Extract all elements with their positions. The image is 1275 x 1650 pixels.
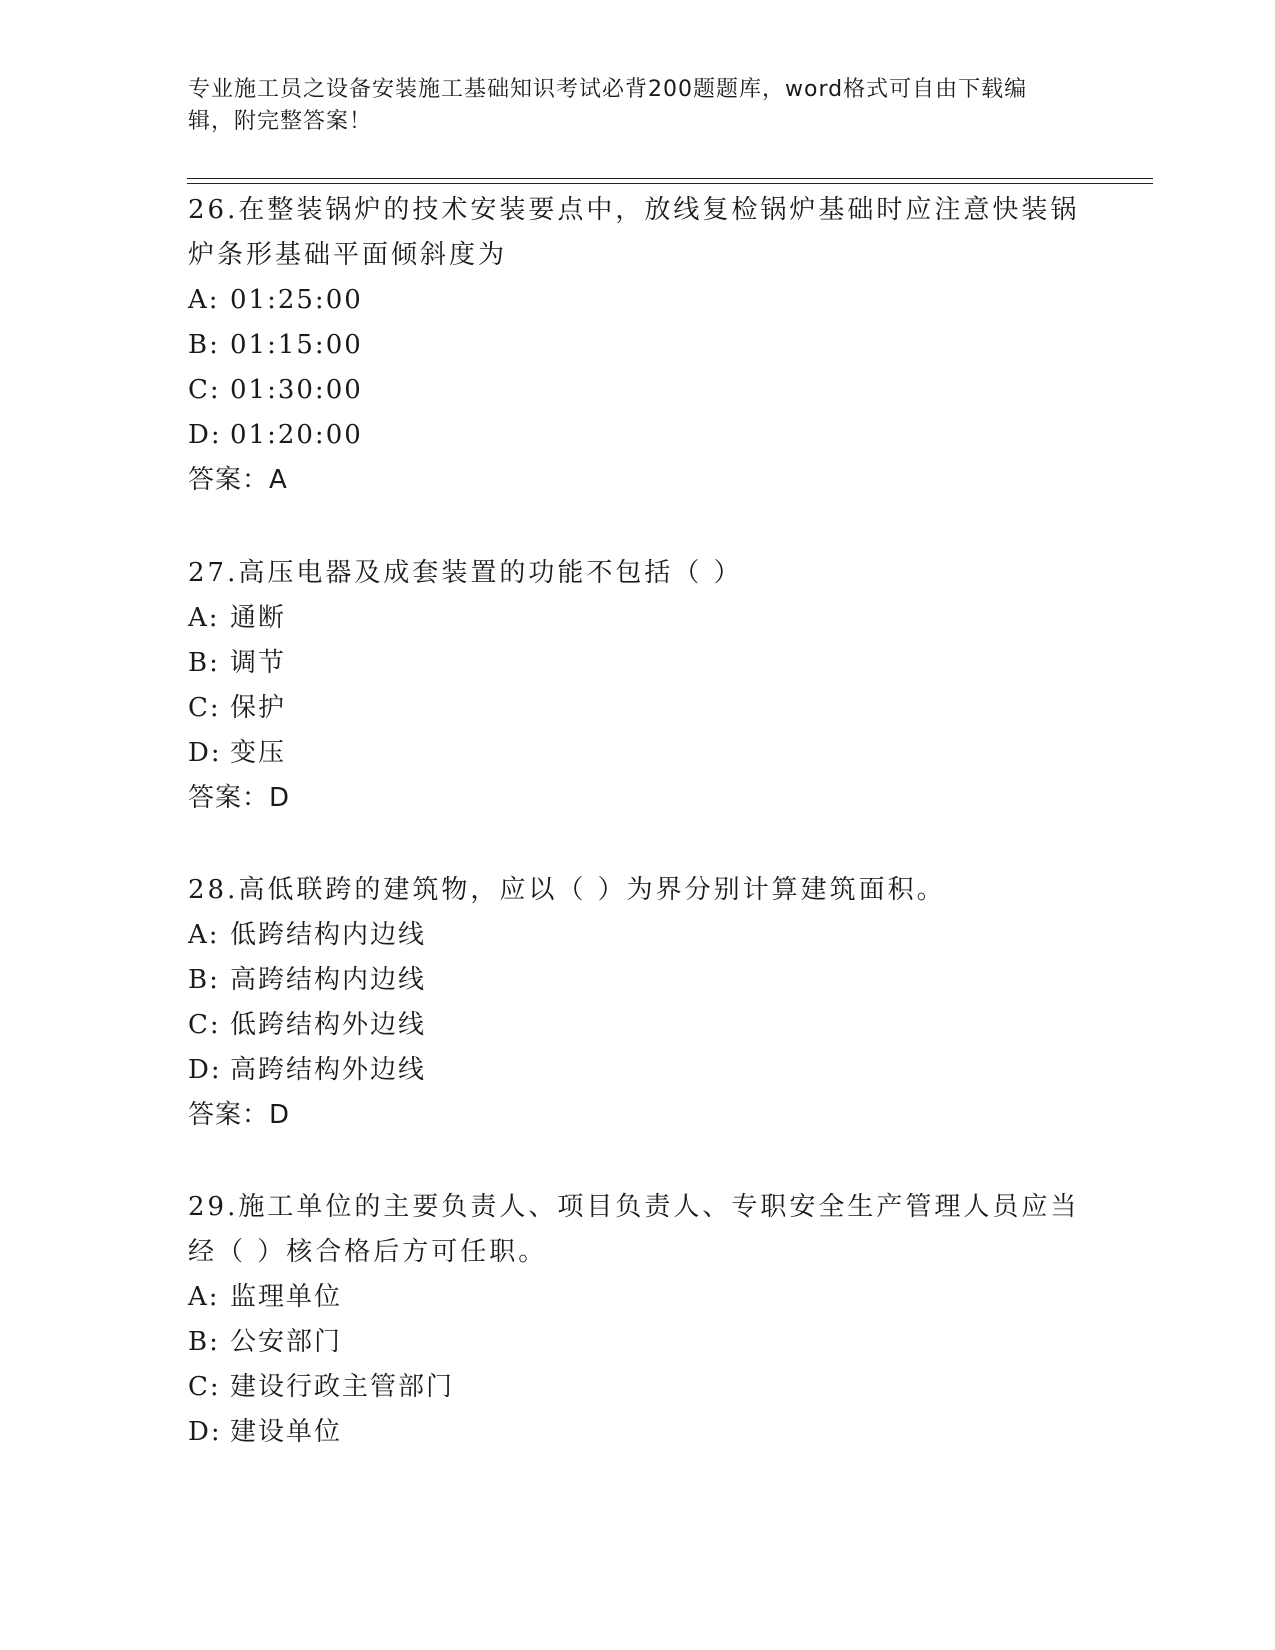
option-text: 高跨结构外边线 — [230, 1055, 427, 1085]
option-text: 01:15:00 — [230, 330, 363, 360]
option-letter: D: — [188, 1055, 222, 1085]
option-d — [188, 413, 1088, 458]
option-letter: A: — [188, 285, 220, 315]
option-text: 高跨结构内边线 — [230, 965, 427, 995]
option-c — [188, 368, 1088, 413]
option-letter: B: — [188, 330, 220, 360]
option-text: 低跨结构内边线 — [230, 920, 427, 950]
answer-line: 答案：A — [188, 465, 288, 495]
option-letter: D: — [188, 420, 222, 450]
option-text: 变压 — [230, 738, 287, 768]
option-text: 调节 — [230, 648, 287, 678]
option-text: 01:25:00 — [230, 285, 363, 315]
option-letter: D: — [188, 738, 222, 768]
option-letter: A: — [188, 1282, 220, 1312]
option-letter: D: — [188, 1417, 222, 1447]
question-29 — [188, 1185, 1088, 1455]
option-a — [188, 913, 1088, 958]
answer-line: 答案：D — [188, 1100, 291, 1130]
option-b — [188, 641, 1088, 686]
question-26 — [188, 188, 1088, 503]
option-text: 01:30:00 — [230, 375, 363, 405]
question-28 — [188, 868, 1088, 1138]
option-d — [188, 1410, 1088, 1455]
option-letter: A: — [188, 603, 220, 633]
question-27 — [188, 551, 1088, 821]
option-text: 保护 — [230, 693, 287, 723]
option-letter: B: — [188, 965, 220, 995]
option-text: 建设单位 — [230, 1417, 343, 1447]
option-text: 通断 — [230, 603, 287, 633]
option-text: 01:20:00 — [230, 420, 363, 450]
option-letter: B: — [188, 1327, 220, 1357]
header-divider-bottom — [187, 183, 1153, 184]
option-c — [188, 1003, 1088, 1048]
answer-line: 答案：D — [188, 783, 291, 813]
option-text: 公安部门 — [230, 1327, 343, 1357]
option-a — [188, 278, 1088, 323]
document-header: 专业施工员之设备安装施工基础知识考试必背200题题库，word格式可自由下载编辑，附完整答案！ — [188, 77, 1028, 134]
option-text: 监理单位 — [230, 1282, 343, 1312]
option-letter: C: — [188, 375, 221, 405]
option-b — [188, 323, 1088, 368]
header-divider-top — [187, 178, 1153, 179]
question-stem: 28.高低联跨的建筑物，应以（ ）为界分别计算建筑面积。 — [188, 875, 946, 905]
option-letter: C: — [188, 693, 221, 723]
option-d — [188, 1048, 1088, 1093]
option-letter: C: — [188, 1372, 221, 1402]
option-c — [188, 686, 1088, 731]
option-b — [188, 958, 1088, 1003]
option-letter: C: — [188, 1010, 221, 1040]
option-b — [188, 1320, 1088, 1365]
option-text: 低跨结构外边线 — [230, 1010, 427, 1040]
question-stem: 26.在整装锅炉的技术安装要点中，放线复检锅炉基础时应注意快装锅炉条形基础平面倾斜度为 — [188, 195, 1080, 270]
option-a — [188, 1275, 1088, 1320]
option-text: 建设行政主管部门 — [230, 1372, 455, 1402]
option-d — [188, 731, 1088, 776]
question-stem: 29.施工单位的主要负责人、项目负责人、专职安全生产管理人员应当经（ ）核合格后方可任职。 — [188, 1192, 1080, 1267]
option-letter: B: — [188, 648, 220, 678]
option-a — [188, 596, 1088, 641]
option-letter: A: — [188, 920, 220, 950]
option-c — [188, 1365, 1088, 1410]
question-stem: 27.高压电器及成套装置的功能不包括（ ） — [188, 558, 743, 588]
